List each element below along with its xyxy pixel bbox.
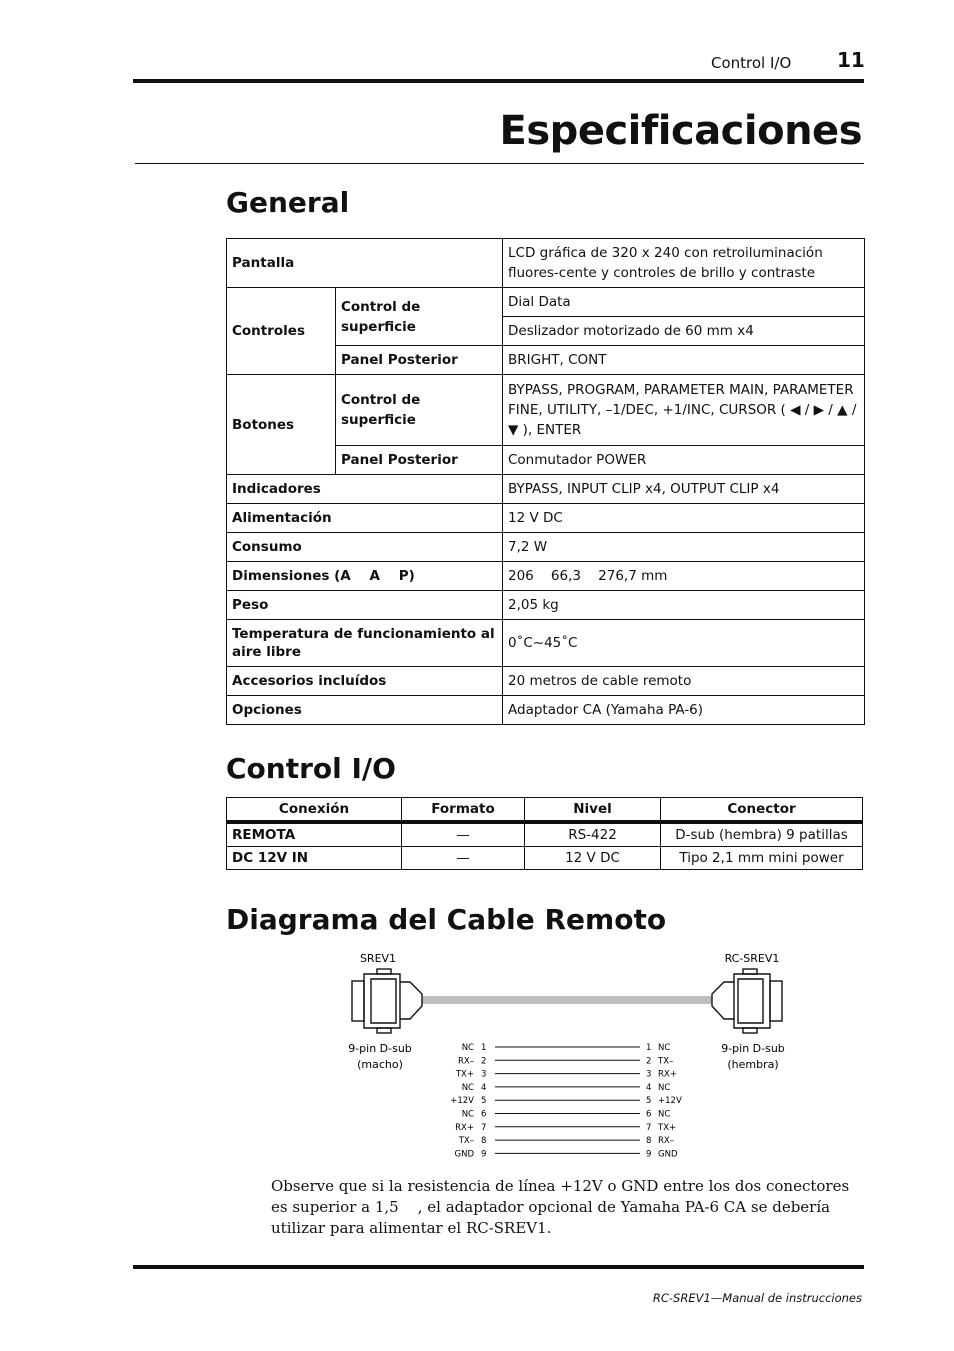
spec-sublabel: Control de superficie: [336, 375, 503, 446]
spec-value: 206 66,3 276,7 mm: [503, 562, 865, 591]
right-pin-name: +12V: [658, 1096, 682, 1107]
spec-value: Dial Data: [503, 288, 865, 317]
io-formato: —: [402, 822, 525, 847]
left-pin-name: GND: [454, 1149, 474, 1160]
page-title: Especificaciones: [499, 108, 862, 154]
right-pin-name: NC: [658, 1082, 671, 1093]
spec-label: Opciones: [227, 696, 503, 725]
left-pin-number: 3: [481, 1069, 487, 1080]
spec-label: Accesorios incluídos: [227, 667, 503, 696]
left-pin-name: TX+: [455, 1069, 474, 1080]
diagram-heading: Diagrama del Cable Remoto: [226, 903, 667, 936]
io-conector: Tipo 2,1 mm mini power: [661, 847, 863, 870]
right-pin-name: RX+: [658, 1069, 677, 1080]
io-nivel: RS-422: [525, 822, 661, 847]
cable: [422, 996, 712, 1004]
column-header: Nivel: [525, 798, 661, 823]
io-nivel: 12 V DC: [525, 847, 661, 870]
spec-label: Pantalla: [227, 239, 503, 288]
spec-value: 0˚C~45˚C: [503, 620, 865, 667]
spec-value: BYPASS, PROGRAM, PARAMETER MAIN, PARAMETER FINE, UTILITY, –1/DEC, +1/INC, CURSOR ( ◀ / ▶ / ▲ / ▼ ), ENTER: [503, 375, 865, 446]
note-paragraph: Observe que si la resistencia de línea +12V o GND entre los dos conectores es superior a 1,5 , el adaptador opcional de Yamaha PA-6 CA se debería utilizar para alimentar el RC-SREV1.: [271, 1177, 854, 1237]
right-pin-name: TX–: [658, 1056, 674, 1067]
left-pin-number: 5: [481, 1096, 487, 1107]
spec-value: LCD gráfica de 320 x 240 con retroiluminación fluores-cente y controles de brillo y contraste: [503, 239, 865, 288]
header-section: Control I/O: [711, 54, 792, 72]
general-heading: General: [226, 186, 350, 219]
spec-value: 20 metros de cable remoto: [503, 667, 865, 696]
right-connector-icon: [712, 969, 782, 1033]
spec-value: 2,05 kg: [503, 591, 865, 620]
spec-label: Controles: [227, 288, 336, 375]
io-conexion: REMOTA: [227, 822, 402, 847]
control-io-heading: Control I/O: [226, 752, 396, 785]
right-pin-number: 8: [646, 1136, 652, 1147]
right-pin-number: 7: [646, 1122, 652, 1133]
left-pin-name: NC: [461, 1043, 474, 1053]
right-pin-name: RX–: [658, 1136, 674, 1147]
right-pin-name: GND: [658, 1149, 678, 1160]
spec-value: BYPASS, INPUT CLIP x4, OUTPUT CLIP x4: [503, 475, 865, 504]
right-pin-number: 4: [646, 1082, 652, 1093]
left-pin-number: 7: [481, 1122, 487, 1133]
spec-value: 7,2 W: [503, 533, 865, 562]
right-pin-number: 5: [646, 1096, 652, 1107]
right-pin-number: 9: [646, 1149, 652, 1160]
left-pin-name: +12V: [450, 1096, 474, 1107]
right-connector-gender: (hembra): [727, 1058, 779, 1071]
left-connector-gender: (macho): [357, 1058, 403, 1071]
left-pin-name: RX–: [458, 1056, 474, 1067]
spec-value: Adaptador CA (Yamaha PA-6): [503, 696, 865, 725]
spec-label: Peso: [227, 591, 503, 620]
left-pin-name: NC: [461, 1109, 474, 1120]
io-formato: —: [402, 847, 525, 870]
left-connector-type: 9-pin D-sub: [348, 1042, 412, 1055]
spec-value: Deslizador motorizado de 60 mm x4: [503, 317, 865, 346]
left-pin-name: RX+: [455, 1122, 474, 1133]
left-pin-number: 9: [481, 1149, 487, 1160]
spec-label: Consumo: [227, 533, 503, 562]
left-device-label: SREV1: [359, 952, 397, 965]
left-pin-name: NC: [461, 1082, 474, 1093]
left-pin-number: 4: [481, 1082, 487, 1093]
footer-rule: [133, 1265, 864, 1269]
left-pin-name: TX–: [458, 1136, 474, 1147]
spec-label: Alimentación: [227, 504, 503, 533]
spec-label: Botones: [227, 375, 336, 475]
right-pin-number: 3: [646, 1069, 652, 1080]
column-header: Formato: [402, 798, 525, 823]
spec-value: Conmutador POWER: [503, 446, 865, 475]
right-device-label: RC-SREV1: [724, 952, 780, 965]
spec-label: Indicadores: [227, 475, 503, 504]
left-connector-icon: [352, 969, 422, 1033]
spec-sublabel: Panel Posterior: [336, 446, 503, 475]
right-pin-name: NC: [658, 1109, 671, 1120]
right-pin-name: TX+: [658, 1122, 677, 1133]
right-pin-number: 6: [646, 1109, 652, 1120]
right-pin-number: 1: [646, 1043, 652, 1053]
io-conector: D-sub (hembra) 9 patillas: [661, 822, 863, 847]
spec-label: Temperatura de funcionamiento al aire libre: [227, 620, 503, 667]
right-pin-name: NC: [658, 1043, 671, 1053]
spec-value: 12 V DC: [503, 504, 865, 533]
spec-label: Dimensiones (A A P): [227, 562, 503, 591]
footer-text: RC-SREV1—Manual de instrucciones: [652, 1291, 862, 1305]
left-pin-number: 6: [481, 1109, 487, 1120]
io-conexion: DC 12V IN: [227, 847, 402, 870]
spec-value: BRIGHT, CONT: [503, 346, 865, 375]
spec-sublabel: Control de superficie: [336, 288, 503, 346]
column-header: Conector: [661, 798, 863, 823]
left-pin-number: 8: [481, 1136, 487, 1147]
page-number: 11: [837, 48, 865, 72]
left-pin-number: 1: [481, 1043, 487, 1053]
spec-sublabel: Panel Posterior: [336, 346, 503, 375]
column-header: Conexión: [227, 798, 402, 823]
left-pin-number: 2: [481, 1056, 487, 1067]
right-connector-type: 9-pin D-sub: [721, 1042, 785, 1055]
pin-wiring: [450, 1043, 682, 1159]
right-pin-number: 2: [646, 1056, 652, 1067]
